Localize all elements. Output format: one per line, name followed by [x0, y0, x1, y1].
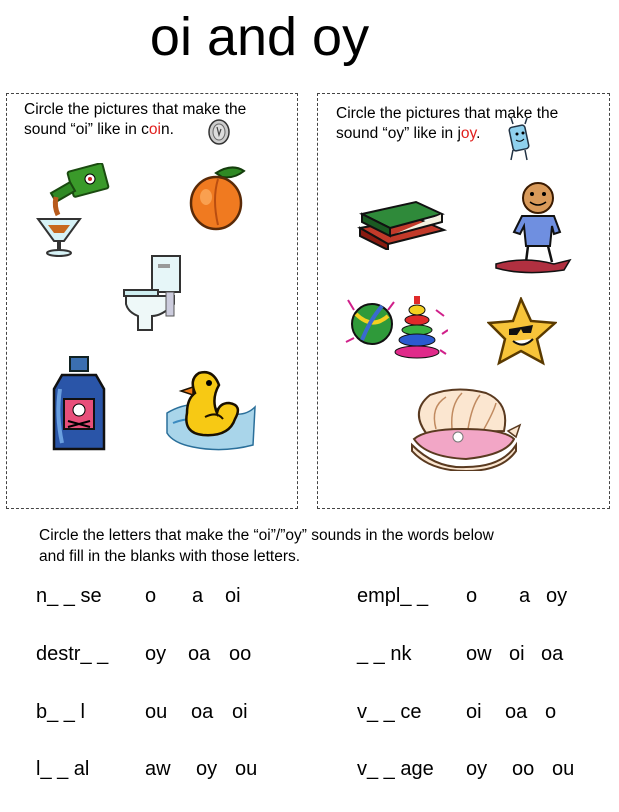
word-blank: n_ _ se: [36, 585, 102, 607]
word-blank: empl_ _: [357, 585, 429, 607]
toy-icon[interactable]: [505, 118, 533, 162]
choice[interactable]: oi: [509, 643, 525, 665]
exercise-instruction: Circle the letters that make the “oi”/”oy” sounds in the words below and fill in the blanks with those letters.: [39, 527, 494, 565]
choice[interactable]: oa: [188, 643, 211, 665]
choice[interactable]: oo: [229, 643, 252, 665]
word-blank: _ _ nk: [357, 643, 412, 665]
choice[interactable]: o: [145, 585, 157, 607]
choice[interactable]: oa: [505, 701, 528, 723]
word-blank: l_ _ al: [36, 758, 90, 780]
star-icon[interactable]: [487, 297, 557, 367]
coin-icon[interactable]: [206, 117, 232, 147]
choice[interactable]: o: [466, 585, 478, 607]
word-blank: v_ _ age: [357, 758, 434, 780]
oi-instruction: Circle the pictures that make the sound “oi” like in coin.: [24, 101, 247, 138]
choice[interactable]: ou: [235, 758, 258, 780]
choice[interactable]: oy: [466, 758, 488, 780]
boy-icon[interactable]: [494, 180, 574, 276]
oil-can-icon[interactable]: [34, 163, 116, 259]
choice[interactable]: o: [545, 701, 557, 723]
books-icon[interactable]: [356, 190, 448, 250]
choice[interactable]: oa: [541, 643, 564, 665]
choice[interactable]: a: [192, 585, 204, 607]
page-title: oi and oy: [149, 7, 370, 67]
oy-instruction: Circle the pictures that make the sound “oy” like in joy.: [336, 105, 559, 142]
choice[interactable]: oy: [145, 643, 167, 665]
choice[interactable]: aw: [145, 758, 171, 780]
word-blank: b_ _ l: [36, 701, 85, 723]
choice[interactable]: oo: [512, 758, 535, 780]
toilet-icon[interactable]: [122, 254, 186, 334]
choice[interactable]: oa: [191, 701, 214, 723]
word-blank: v_ _ ce: [357, 701, 422, 723]
choice[interactable]: oy: [196, 758, 218, 780]
poison-bottle-icon[interactable]: [48, 355, 110, 455]
choice[interactable]: oy: [546, 585, 568, 607]
choice[interactable]: ou: [145, 701, 168, 723]
word-blank: destr_ _: [36, 643, 109, 665]
choice[interactable]: ow: [466, 643, 492, 665]
peach-icon[interactable]: [188, 163, 252, 233]
toys-icon[interactable]: [344, 290, 448, 368]
duck-icon[interactable]: [163, 363, 259, 453]
choice[interactable]: a: [519, 585, 531, 607]
choice[interactable]: oi: [225, 585, 241, 607]
oyster-icon[interactable]: [406, 385, 522, 471]
choice[interactable]: oi: [232, 701, 248, 723]
choice[interactable]: oi: [466, 701, 482, 723]
choice[interactable]: ou: [552, 758, 575, 780]
